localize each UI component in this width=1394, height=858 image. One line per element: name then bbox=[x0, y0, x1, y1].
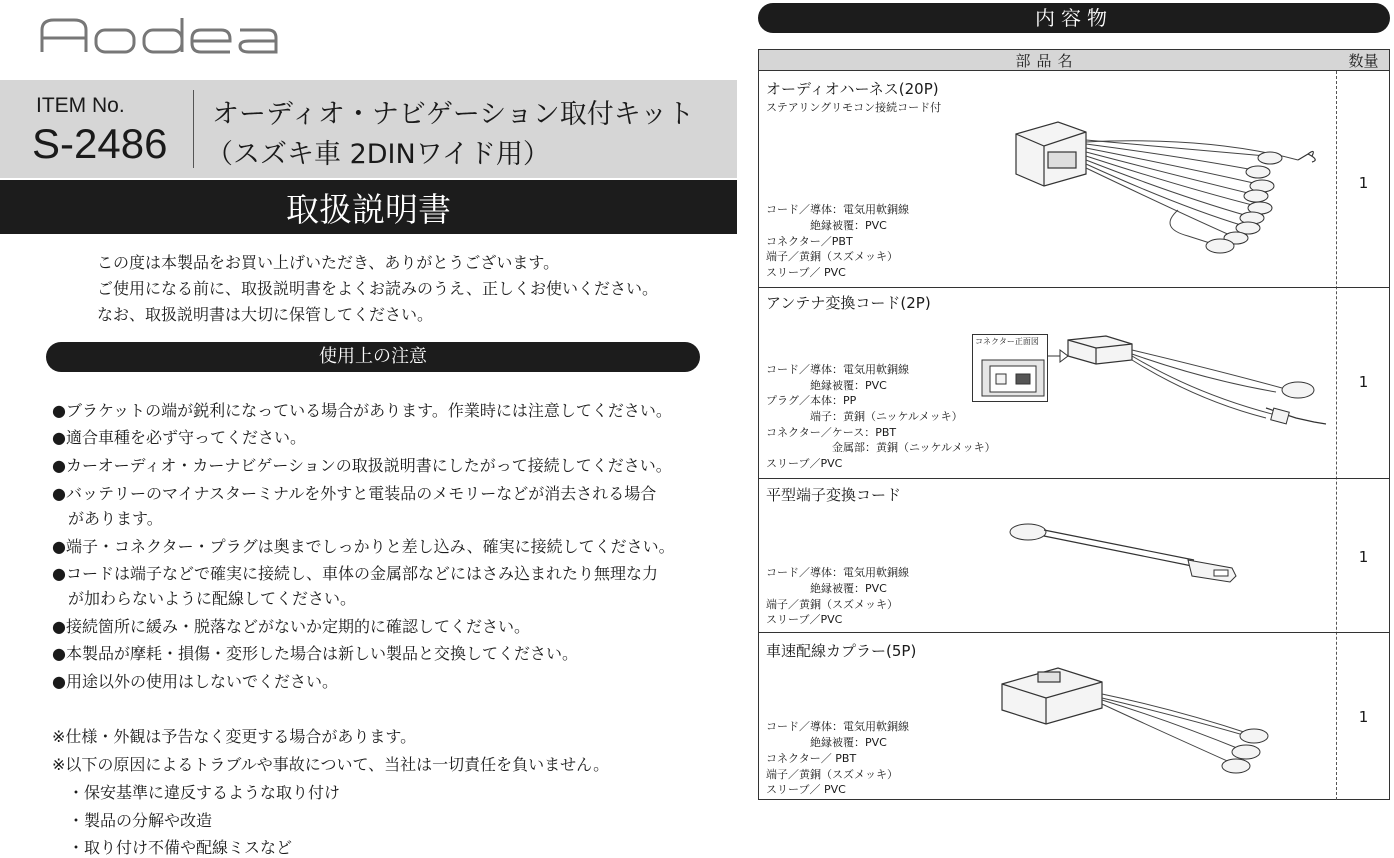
part-spec: コネクター／PBT bbox=[766, 235, 853, 248]
caution-item: ●端子・コネクター・プラグは奥までしっかりと差し込み、確実に接続してください。 bbox=[52, 537, 675, 556]
part-quantity: 1 bbox=[1358, 373, 1369, 391]
column-header-quantity: 数量 bbox=[1348, 52, 1379, 70]
part-subtitle: ステアリングリモコン接続コード付 bbox=[766, 101, 942, 114]
item-number-label: ITEM No. bbox=[36, 94, 125, 117]
caution-item: が加わらないように配線してください。 bbox=[52, 589, 357, 608]
part-spec: 端子／黄銅（スズメッキ） bbox=[766, 250, 898, 263]
part-spec: スリーブ／ PVC bbox=[766, 266, 846, 279]
row-divider bbox=[758, 287, 1390, 288]
part-quantity: 1 bbox=[1358, 174, 1369, 192]
caution-item: ●バッテリーのマイナスターミナルを外すと電装品のメモリーなどが消去される場合 bbox=[52, 484, 657, 503]
caution-header: 使用上の注意 bbox=[46, 342, 700, 372]
caution-item: ●接続箇所に緩み・脱落などがないか定期的に確認してください。 bbox=[52, 617, 530, 636]
brand-logo bbox=[38, 8, 278, 58]
caution-item: ●カーオーディオ・カーナビゲーションの取扱説明書にしたがって接続してください。 bbox=[52, 456, 672, 475]
speed-coupler-illustration bbox=[998, 660, 1288, 780]
connector-front-view-label: コネクター正面図 bbox=[975, 337, 1039, 346]
product-title-line2: （スズキ車 2DINワイド用） bbox=[206, 139, 550, 170]
part-spec: プラグ／本体：PP bbox=[766, 394, 857, 407]
caution-item: ●適合車種を必ず守ってください。 bbox=[52, 428, 306, 447]
contents-header: 内容物 bbox=[758, 3, 1390, 33]
caution-item: ●本製品が摩耗・損傷・変形した場合は新しい製品と交換してください。 bbox=[52, 644, 578, 663]
intro-line-2: ご使用になる前に、取扱説明書をよくお読みのうえ、正しくお使いください。 bbox=[97, 279, 658, 298]
item-divider bbox=[193, 90, 194, 168]
intro-line-1: この度は本製品をお買い上げいただき、ありがとうございます。 bbox=[97, 253, 560, 272]
note-line: ・保安基準に違反するような取り付け bbox=[52, 783, 341, 802]
part-spec: 絶縁被覆：PVC bbox=[766, 582, 887, 595]
part-spec: 端子／黄銅（スズメッキ） bbox=[766, 598, 898, 611]
part-spec: 端子／黄銅（スズメッキ） bbox=[766, 768, 898, 781]
part-name-audio-harness: オーディオハーネス(20P) bbox=[766, 80, 939, 98]
audio-harness-illustration bbox=[1008, 108, 1328, 264]
caution-item: があります。 bbox=[52, 509, 163, 528]
row-divider bbox=[758, 478, 1390, 479]
part-spec: 絶縁被覆：PVC bbox=[766, 219, 887, 232]
part-spec: コネクター／ PBT bbox=[766, 752, 857, 765]
logo-text: Aodea bbox=[38, 8, 42, 9]
part-spec: スリーブ／ PVC bbox=[766, 783, 846, 796]
part-name-antenna-cord: アンテナ変換コード(2P) bbox=[766, 294, 931, 312]
caution-item: ●用途以外の使用はしないでください。 bbox=[52, 672, 338, 691]
part-spec: 端子：黄銅（ニッケルメッキ） bbox=[766, 410, 963, 423]
part-spec: コード／導体：電気用軟銅線 bbox=[766, 203, 909, 216]
caution-item: ●コードは端子などで確実に接続し、車体の金属部などにはさみ込まれたり無理な力 bbox=[52, 564, 658, 583]
part-spec: スリーブ／PVC bbox=[766, 457, 843, 470]
part-quantity: 1 bbox=[1358, 708, 1369, 726]
part-spec: 絶縁被覆：PVC bbox=[766, 736, 887, 749]
part-name-flat-terminal-cord: 平型端子変換コード bbox=[766, 486, 902, 504]
part-spec: コード／導体：電気用軟銅線 bbox=[766, 566, 909, 579]
item-code: S-2486 bbox=[32, 120, 168, 167]
part-name-speed-coupler: 車速配線カプラー(5P) bbox=[766, 642, 917, 660]
flat-terminal-cord-illustration bbox=[1004, 516, 1244, 586]
part-spec: コネクター／ケース：PBT bbox=[766, 426, 897, 439]
part-spec: 絶縁被覆：PVC bbox=[766, 379, 887, 392]
part-spec: コード／導体：電気用軟銅線 bbox=[766, 720, 909, 733]
column-header-part-name: 部品名 bbox=[1015, 52, 1079, 70]
intro-line-3: なお、取扱説明書は大切に保管してください。 bbox=[97, 305, 434, 324]
note-line: ・取り付け不備や配線ミスなど bbox=[52, 838, 293, 857]
part-spec: コード／導体：電気用軟銅線 bbox=[766, 363, 909, 376]
manual-title: 取扱説明書 bbox=[286, 190, 451, 229]
part-spec: 金属部：黄銅（ニッケルメッキ） bbox=[766, 441, 996, 454]
antenna-cord-illustration bbox=[976, 334, 1336, 434]
product-title-line1: オーディオ・ナビゲーション取付キット bbox=[212, 99, 695, 130]
row-divider bbox=[758, 632, 1390, 633]
note-line: ※以下の原因によるトラブルや事故について、当社は一切責任を負いません。 bbox=[52, 755, 610, 774]
note-line: ・製品の分解や改造 bbox=[52, 811, 213, 830]
part-quantity: 1 bbox=[1358, 548, 1369, 566]
part-spec: スリーブ／PVC bbox=[766, 613, 843, 626]
note-line: ※仕様・外観は予告なく変更する場合があります。 bbox=[52, 727, 417, 746]
caution-item: ●ブラケットの端が鋭利になっている場合があります。作業時には注意してください。 bbox=[52, 401, 672, 420]
